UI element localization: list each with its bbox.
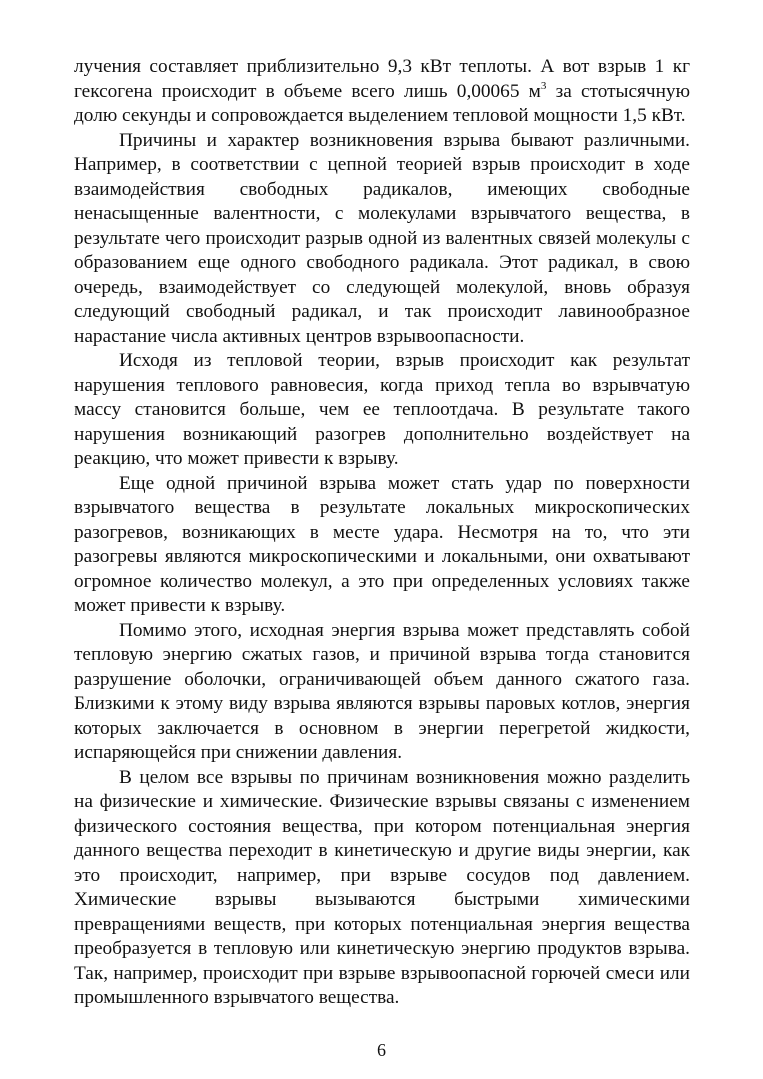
- paragraph-text-start: лучения составляет приблизительно 9,3 кВт теплоты. А вот взрыв 1 кг гексогена происходит в объеме всего лишь 0,00065 м: [74, 56, 690, 102]
- superscript-cubic: 3: [540, 79, 547, 92]
- paragraph-continuation: [74, 55, 690, 129]
- paragraph-thermal-theory: Исходя из тепловой теории, взрыв происходит как результат нарушения теплового равновесия, когда приход тепла во взрывчатую массу становится больше, чем ее теплоотдача. В результате такого нарушения возникающий разогрев дополнительно воздействует на реакцию, что может привести к взрыву.: [74, 350, 690, 469]
- paragraph-text-end: за стотысячную долю секунды и сопровождается выделением тепловой мощности 1,5 кВт.: [74, 80, 690, 126]
- page-number: 6: [377, 1040, 386, 1060]
- paragraph-classification: В целом все взрывы по причинам возникновения можно разделить на физические и химические. Физические взрывы связаны с изменением физического состояния вещества, при котором потенциальная энергия данного вещества переходит в кинетическую и другие виды энергии, как это происходит, например, при взрыве сосудов под давлением. Химические взрывы вызываются быстрыми химическими превращениями веществ, при которых потенциальная энергия вещества преобразуется в тепловую или кинетическую энергию продуктов взрыва. Так, например, происходит при взрыве взрывоопасной горючей смеси или промышленного взрывчатого вещества.: [74, 766, 690, 1008]
- page-body: [74, 55, 690, 1011]
- paragraph-impact: Еще одной причиной взрыва может стать удар по поверхности взрывчатого вещества в результате локальных микроскопических разогревов, возникающих в месте удара. Несмотря на то, что эти разогревы являются микроскопическими и локальными, они охватывают огромное количество молекул, а это при определенных условиях также может привести к взрыву.: [74, 472, 690, 616]
- paragraph-chain-theory: Причины и характер возникновения взрыва бывают различными. Например, в соответствии с цепной теорией взрыв происходит в ходе взаимодействия свободных радикалов, имеющих свободные ненасыщенные валентности, с молекулами взрывчатого вещества, в результате чего происходит разрыв одной из валентных связей молекулы с образованием еще одного свободного радикала. Этот радикал, в свою очередь, взаимодействует со следующей молекулой, вновь образуя следующий свободный радикал, и так происходит лавинообразное нарастание числа активных центров взрывоопасности.: [74, 129, 690, 347]
- paragraph-compressed-gas: Помимо этого, исходная энергия взрыва может представлять собой тепловую энергию сжатых газов, и причиной взрыва тогда становится разрушение оболочки, ограничивающей объем данного сжатого газа. Близкими к этому виду взрыва являются взрывы паровых котлов, энергия которых заключается в основном в энергии перегретой жидкости, испаряющейся при снижении давления.: [74, 619, 690, 763]
